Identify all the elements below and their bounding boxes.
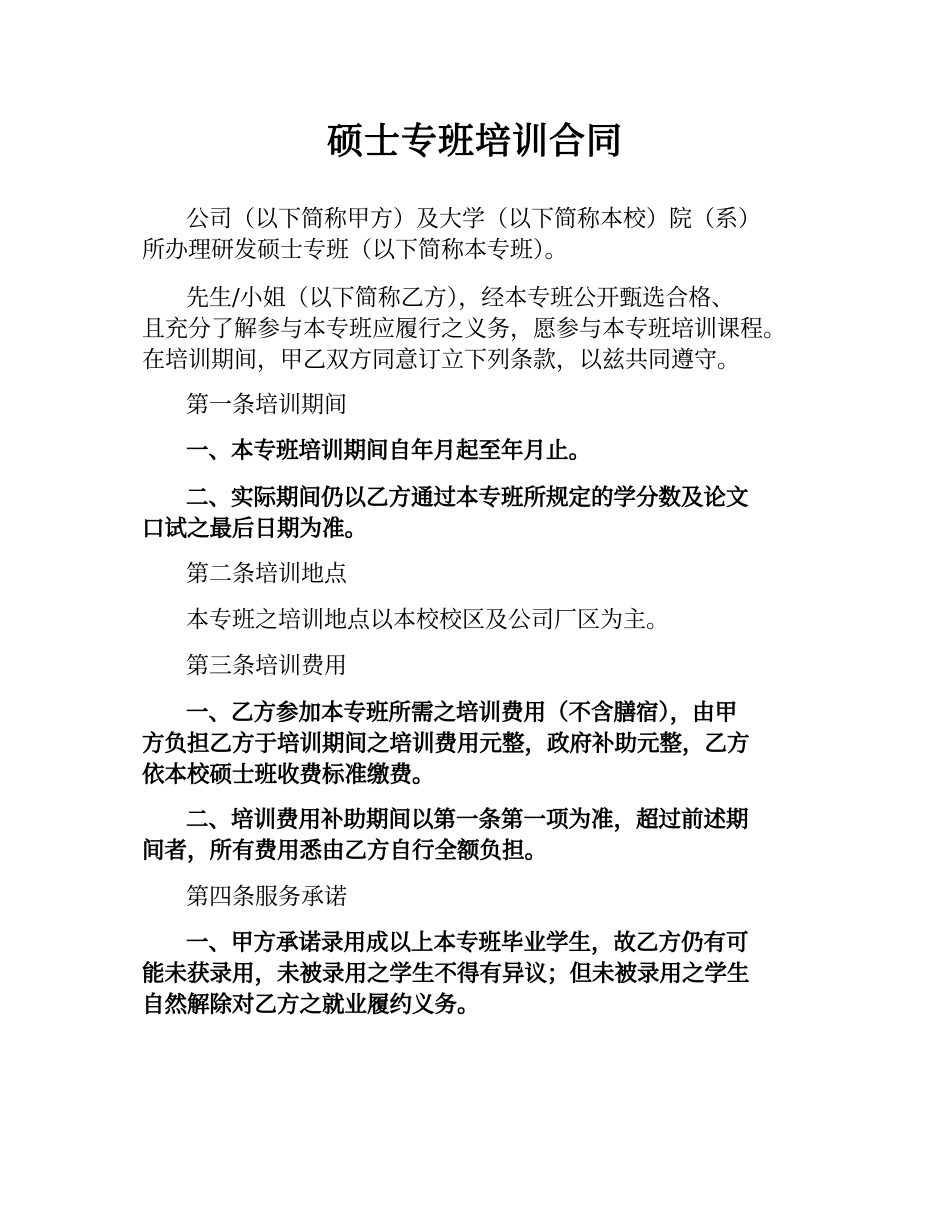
party-b-line-2: 且充分了解参与本专班应履行之义务，愿参与本专班培训课程。	[142, 316, 786, 342]
article-3-heading-text: 第三条培训费用	[186, 653, 347, 679]
article-3-item-2-line-2: 间者，所有费用悉由乙方自行全额负担。	[142, 838, 548, 864]
article-3-item-1-line-1: 一、乙方参加本专班所需之培训费用（不含膳宿），由甲	[186, 700, 738, 726]
article-3-heading	[142, 651, 842, 682]
article-2-text	[142, 605, 842, 636]
intro-line-2: 所办理研发硕士专班（以下简称本专班）。	[142, 237, 568, 263]
article-3-item-2-line-1: 二、培训费用补助期间以第一条第一项为准，超过前述期	[186, 807, 749, 833]
document-title: 硕士专班培训合同	[326, 121, 623, 162]
article-3-item-1-line-2: 方负担乙方于培训期间之培训费用元整，政府补助元整，乙方	[142, 731, 750, 757]
article-4-heading-text: 第四条服务承诺	[186, 884, 347, 910]
article-1-item-2	[142, 483, 842, 545]
party-b-line-3: 在培训期间，甲乙双方同意订立下列条款，以兹共同遵守。	[142, 347, 740, 373]
party-b-line-1: 先生/小姐（以下简称乙方），经本专班公开甄选合格、	[186, 285, 735, 311]
intro-line-1: 公司（以下简称甲方）及大学（以下简称本校）院（系）	[186, 206, 761, 232]
party-b-paragraph	[142, 283, 842, 376]
article-1-heading-text: 第一条培训期间	[186, 392, 347, 418]
article-4-item-1-line-3: 自然解除对乙方之就业履约义务。	[142, 992, 480, 1018]
article-3-item-1-line-3: 依本校硕士班收费标准缴费。	[142, 762, 435, 788]
article-4-item-1-line-1: 一、甲方承诺录用成以上本专班毕业学生，故乙方仍有可	[186, 930, 749, 956]
article-1-item-1-text: 一、本专班培训期间自年月起至年月止。	[186, 438, 592, 464]
article-4-item-1	[142, 928, 842, 1021]
article-4-item-1-line-2: 能未获录用，未被录用之学生不得有异议；但未被录用之学生	[142, 961, 750, 987]
article-2-text-line: 本专班之培训地点以本校校区及公司厂区为主。	[186, 607, 669, 633]
article-1-heading	[142, 390, 842, 421]
article-1-item-2-line-2: 口试之最后日期为准。	[142, 516, 368, 542]
article-1-item-1	[142, 436, 842, 467]
article-2-heading	[142, 559, 842, 590]
article-4-heading	[142, 882, 842, 913]
article-1-item-2-line-1: 二、实际期间仍以乙方通过本专班所规定的学分数及论文	[186, 485, 749, 511]
article-2-heading-text: 第二条培训地点	[186, 561, 347, 587]
article-3-item-2	[142, 805, 842, 867]
article-3-item-1	[142, 698, 842, 791]
intro-paragraph	[142, 204, 842, 266]
